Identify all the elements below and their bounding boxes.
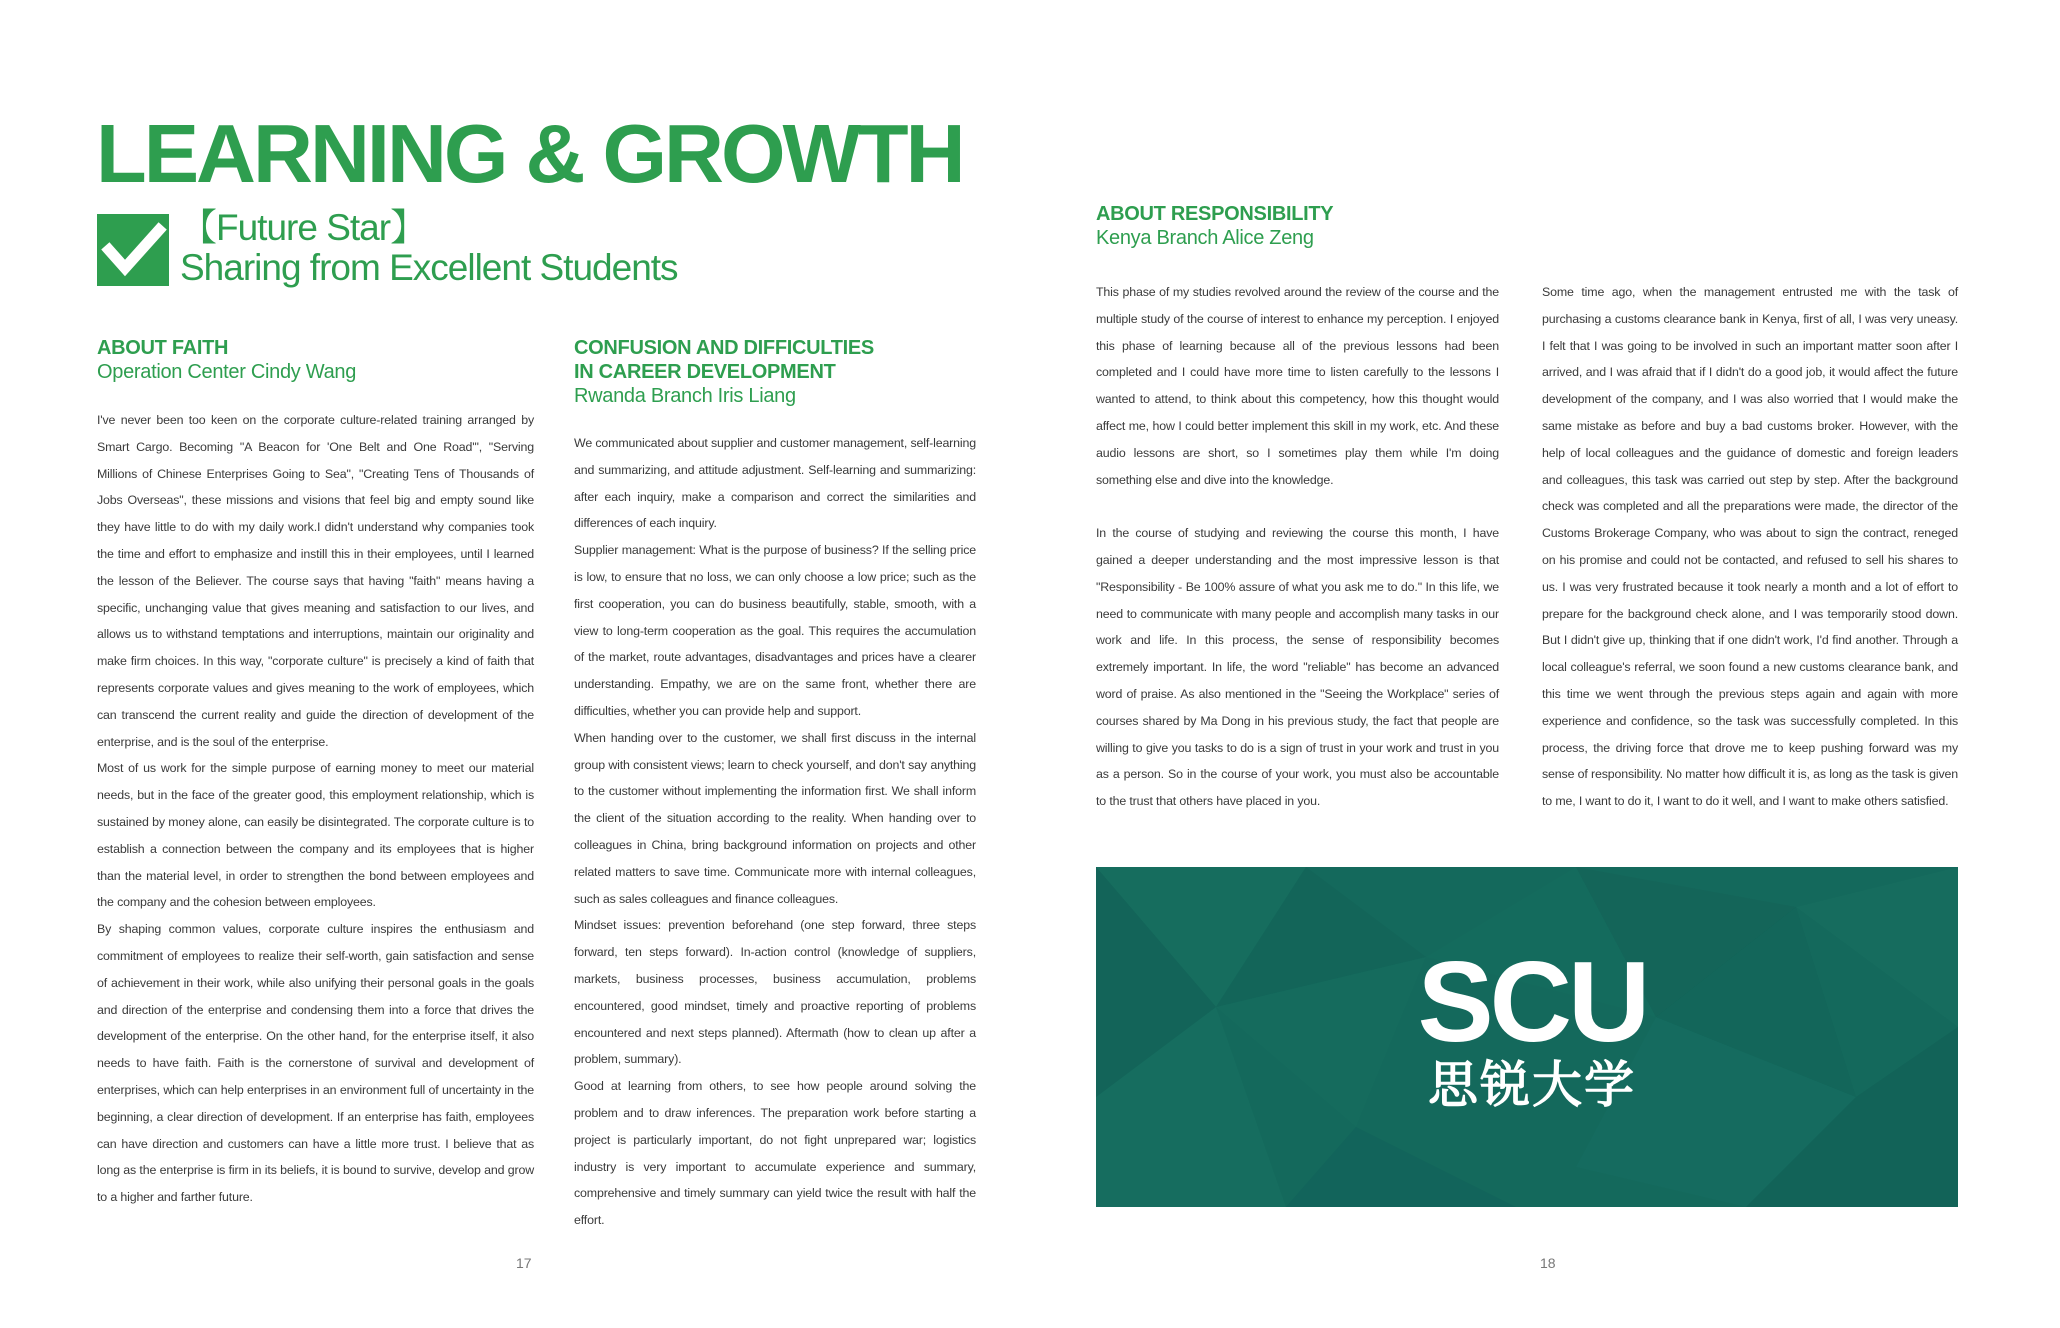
article-heading-line-1: CONFUSION AND DIFFICULTIES [574,337,874,359]
paragraph: I've never been too keen on the corporate culture-related training arranged by Smart Cargo. Becoming "A Beacon for 'One Belt and One Road'", "Serving Millions of Chinese Enterprises Going to Sea", "Creating Tens of Thousands of Jobs Overseas", these missions and visions that feel big and empty sound like they have little to do with my daily work.I didn't understand why companies took the time and effort to emphasize and instill this in their employees, until I learned the lesson of the Believer. The course says that having "faith" means having a specific, unchanging value that gives meaning and satisfaction to our lives, and allows us to withstand temptations and interruptions, maintain our originality and make firm choices. In this way, "corporate culture" is precisely a kind of faith that represents corporate values and gives meaning to the work of employees, which can transcend the current reality and guide the direction of development of the enterprise, and is the soul of the enterprise. [97,413,534,749]
article-body [574,430,976,1234]
article-author: Operation Center Cindy Wang [97,361,357,383]
scu-logo [1412,939,1652,1114]
paragraph: We communicated about supplier and customer management, self-learning and summarizing, and attitude adjustment. Self-learning and summarizing: after each inquiry, make a comparison and correct the similarities and differences of each inquiry. [574,436,976,531]
paragraph: When handing over to the customer, we shall first discuss in the internal group with consistent views; learn to check yourself, and don't say anything to the customer without implementing the information first. We shall inform the client of the situation according to the reality. When handing over to colleagues in China, bring background information on projects and other related matters to save time. Communicate more with internal colleagues, such as sales colleagues and finance colleagues. [574,730,976,906]
subtitle-line-2: Sharing from Excellent Students [180,247,678,288]
article-heading: ABOUT RESPONSIBILITY [1096,203,1334,225]
article-heading: ABOUT FAITH [97,337,229,359]
paragraph: Some time ago, when the management entrusted me with the task of purchasing a customs clearance bank in Kenya, first of all, I was very uneasy. I felt that I was going to be involved in such an important matter soon after I arrived, and I was afraid that if I didn't do a good job, it would affect the future development of the company, and I was also worried that I would make the same mistake as before and buy a bad customs broker. However, with the help of local colleagues and the guidance of domestic and foreign leaders and colleagues, this task was carried out step by step. After the background check was completed and all the preparations were made, the director of the Customs Brokerage Company, who was about to sign the contract, reneged on his promise and could not be contacted, and refused to sell his shares to us. I was very frustrated because it took nearly a month and a lot of effort to prepare for the background check alone, and I was temporarily stood down. But I didn't give up, thinking that if one didn't work, I'd find another. Through a local colleague's referral, we soon found a new customs clearance bank, and this time we went through the previous steps again and again with more experience and confidence, so the task was successfully completed. In this process, the driving force that drove me to keep pushing forward was my sense of responsibility. No matter how difficult it is, as long as the task is given to me, I want to do it, I want to do it well, and I want to make others satisfied. [1542,285,1958,809]
paragraph: Mindset issues: prevention beforehand (one step forward, three steps forward, ten steps forward). In-action control (knowledge of suppliers, markets, business processes, business accumulation, problems encountered, good mindset, timely and proactive reporting of problems encountered and next steps planned). Aftermath (how to clean up after a problem, summary). [574,918,976,1067]
page-number-left: 17 [516,1255,532,1271]
paragraph: In the course of studying and reviewing the course this month, I have gained a deeper understanding and the most impressive lesson is that "Responsibility - Be 100% assure of what you ask me to do." In this life, we need to communicate with many people and accomplish many tasks in our work and life. In this process, the sense of responsibility becomes extremely important. In life, the word "reliable" has become an advanced word of praise. As also mentioned in the "Seeing the Workplace" series of courses shared by Ma Dong in his previous study, the fact that people are willing to give you tasks to do is a sign of trust in your work and trust in you as a person. So in the course of your work, you must also be accountable to the trust that others have placed in you. [1096,526,1499,809]
article-responsibility-column-1 [1096,279,1499,815]
article-author: Kenya Branch Alice Zeng [1096,227,1314,249]
article-author: Rwanda Branch Iris Liang [574,385,796,407]
paragraph: Good at learning from others, to see how people around solving the problem and to draw inferences. The preparation work before starting a project is particularly important, do not fight unprepared war; logistics industry is very important to accumulate experience and summary, comprehensive and timely summary can yield twice the result with half the effort. [574,1079,976,1228]
paragraph: By shaping common values, corporate culture inspires the enthusiasm and commitment of employees to realize their self-worth, gain satisfaction and sense of achievement in their work, while also unifying their personal goals in the goals and direction of the enterprise and condensing them into a force that drives the development of the enterprise. On the other hand, for the enterprise itself, it also needs to have faith. Faith is the cornerstone of survival and development of enterprises, which can help enterprises in an environment full of uncertainty in the beginning, a clear direction of development. If an enterprise has faith, employees can have direction and customers can have a little more trust. I believe that as long as the enterprise is firm in its beliefs, it is bound to survive, develop and grow to a higher and farther future. [97,922,534,1205]
article-about-faith [97,336,534,1211]
paragraph: This phase of my studies revolved around the review of the course and the multiple study of the course of interest to enhance my perception. I enjoyed this phase of learning because all of the previous lessons had been completed and I could have more time to listen carefully to the lessons I wanted to attend, to think about this competency, how this thought would affect me, how I could better implement this skill in my work, etc. And these audio lessons are short, so I sometimes play them while I'm doing something else and dive into the knowledge. [1096,285,1499,487]
page-number-right: 18 [1540,1255,1556,1271]
paragraph: Supplier management: What is the purpose of business? If the selling price is low, to ensure that no loss, we can only choose a low price; such as the first cooperation, you can do business beautifully, stable, smooth, with a view to long-term cooperation as the goal. This requires the accumulation of the market, route advantages, disadvantages and prices have a clearer understanding. Empathy, we are on the same front, whether there are difficulties, whether you can provide help and support. [574,543,976,718]
section-subtitle [180,208,678,288]
article-responsibility-column-2 [1542,279,1958,815]
scu-banner [1096,867,1958,1207]
scu-logo-chinese: 思锐大学 [1428,1056,1636,1114]
article-about-responsibility-header [1096,202,1696,250]
scu-logo-text: SCU [1417,939,1647,1066]
checkbox-check-icon [97,214,169,286]
article-body [97,407,534,1211]
subtitle-line-1: 【Future Star】 [180,207,427,248]
page-title: LEARNING & GROWTH [96,107,963,200]
article-confusion-difficulties [574,336,976,1234]
paragraph: Most of us work for the simple purpose of earning money to meet our material needs, but in the face of the greater good, this employment relationship, which is sustained by money alone, can easily be disintegrated. The corporate culture is to establish a connection between the company and its employees that is higher than the material level, in order to strengthen the bond between employees and the company and the cohesion between employees. [97,761,534,910]
article-heading-line-2: IN CAREER DEVELOPMENT [574,361,836,383]
